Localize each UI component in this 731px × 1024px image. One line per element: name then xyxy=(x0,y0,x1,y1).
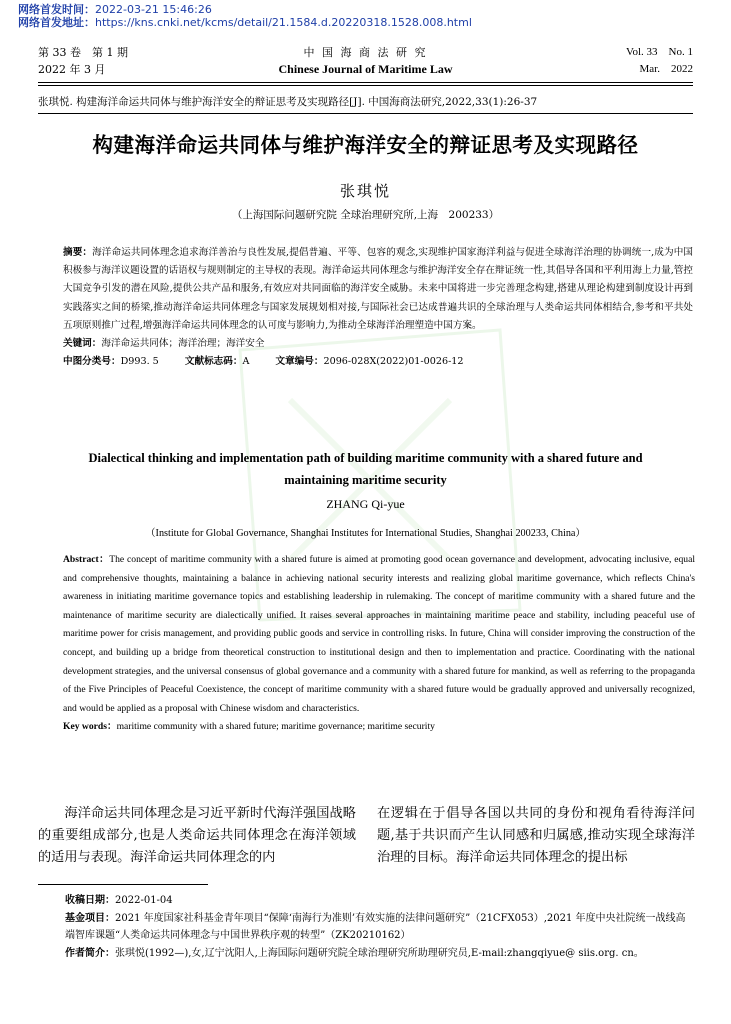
abstract-cn-body xyxy=(63,244,693,335)
abstract-cn xyxy=(63,244,693,371)
doc-code-value: A xyxy=(242,356,250,368)
fund-info xyxy=(65,910,695,945)
abstract-en xyxy=(63,551,695,737)
abstract-en-body xyxy=(63,551,695,718)
pub-time-label: 网络首发时间： xyxy=(18,3,95,16)
pub-url-link[interactable]: https://kns.cnki.net/kcms/detail/21.1584.d.20220318.1528.008.html xyxy=(95,16,472,29)
author-bio xyxy=(65,945,695,963)
fund-value: 2021 年度国家社科基金青年项目“保障‘南海行为准则’有效实施的法律问题研究”（21CFX053）,2021 年度中央社院统一战线高端智库课题“人类命运共同体理念与中国世界秩序观的转型”（ZK20210162） xyxy=(65,912,686,941)
journal-name-cn: 中 国 海 商 法 研 究 xyxy=(303,46,428,59)
online-pub-url xyxy=(18,16,472,29)
author-en: ZHANG Qi-yue xyxy=(326,497,405,511)
citation-rule xyxy=(38,113,693,114)
keywords-cn-text: 海洋命运共同体；海洋治理；海洋安全 xyxy=(101,338,265,350)
abstract-en-label: Abstract： xyxy=(63,554,110,565)
volume-issue-cn: 第 33 卷 第 1 期 xyxy=(38,46,128,59)
header-rule xyxy=(38,82,693,83)
keywords-en-text: maritime community with a shared future; maritime governance; maritime security xyxy=(116,721,435,733)
clc-value: D993. 5 xyxy=(120,356,159,368)
volume-en xyxy=(626,44,693,78)
abstract-cn-text: 海洋命运共同体理念追求海洋善治与良性发展,提倡普遍、平等、包容的观念,实现维护国家海洋利益与促进全球海洋治理的协调统一,成为中国积极参与海洋议题设置的话语权与规则制定的主导权的表现。海洋命运共同体理念与维护海洋安全存在辩证统一性,其倡导各国和平利用海上力量,管控大国竞争引发的潜在风险,提供公共产品和服务,有效应对共同面临的海洋安全威胁。未来中国将进一步完善理念构建,搭建从理论构建到制度设计再到实践落实之间的桥梁,推动海洋命运共同体理念与国家发展规划相对接,与国际社会已达成普遍共识的全球治理与人类命运共同体相结合,参考和平共处五项原则推广过程,增强海洋命运共同体理念的认可度与影响力,为推动全球海洋治理塑造中国方案。 xyxy=(63,247,693,331)
article-no-value: 2096-028X(2022)01-0026-12 xyxy=(323,356,464,368)
body-col-right: 在逻辑在于倡导各国以共同的身份和视角看待海洋问题,基于共识而产生认同感和归属感,推动实现全球海洋治理的目标。海洋命运共同体理念的提出标 xyxy=(377,806,695,865)
keywords-cn xyxy=(63,335,693,353)
footnote-rule xyxy=(38,884,208,885)
header-rule-thin xyxy=(38,85,693,86)
article-no-label: 文章编号： xyxy=(275,356,324,368)
clc-label: 中图分类号： xyxy=(63,356,121,368)
volume-issue-en: Vol. 33 No. 1 xyxy=(625,46,693,58)
citation: 张琪悦. 构建海洋命运共同体与维护海洋安全的辩证思考及实现路径[J]. 中国海商法研究,2022,33(1):26-37 xyxy=(38,96,538,108)
keywords-en-label: Key words： xyxy=(63,721,117,733)
received-value: 2022-01-04 xyxy=(115,895,173,906)
paper-title-en: Dialectical thinking and implementation path of building maritime community with a shared future and maintaining maritime security xyxy=(88,451,643,487)
journal-name xyxy=(0,44,731,78)
abstract-cn-label: 摘要： xyxy=(63,247,93,258)
affiliation-cn: （上海国际问题研究院 全球治理研究所,上海 200233） xyxy=(231,209,500,221)
author-bio-label: 作者简介： xyxy=(65,947,115,959)
body-col-left: 海洋命运共同体理念是习近平新时代海洋强国战略的重要组成部分,也是人类命运共同体理念在海洋领域的适用与表现。海洋命运共同体理念的内 xyxy=(38,806,356,865)
received-date xyxy=(65,892,695,910)
classification-line xyxy=(63,353,693,371)
author-bio-value: 张琪悦(1992—),女,辽宁沈阳人,上海国际问题研究院全球治理研究所助理研究员,E-mail:zhangqiyue@ siis.org. cn。 xyxy=(115,947,644,959)
pub-time-value: 2022-03-21 15:46:26 xyxy=(95,3,212,16)
fund-label: 基金项目： xyxy=(65,912,115,924)
received-label: 收稿日期： xyxy=(65,895,115,906)
doc-code-label: 文献标志码： xyxy=(184,356,243,368)
footnote xyxy=(65,892,695,962)
keywords-cn-label: 关键词： xyxy=(63,338,102,350)
affiliation-en: （Institute for Global Governance, Shanghai Institutes for International Studies, Shanghai 200233, China） xyxy=(145,528,586,539)
pub-url-label: 网络首发地址： xyxy=(18,16,95,29)
keywords-en xyxy=(63,718,695,737)
author-cn: 张琪悦 xyxy=(339,182,391,200)
date-en: Mar. 2022 xyxy=(639,63,693,75)
abstract-en-text: The concept of maritime community with a shared future is aimed at promoting good ocean governance and development, advocating inclusive, equal and comprehensive thoughts, maintaining a balance in achieving national security interests and realizing global maritime governance, which reflects China's awareness in initiating maritime governance topics and establishing leadership in rulemaking. The concept of maritime community with a shared future and the maintenance of maritime security are dialectically unified. It raises several approaches in maintaining maritime peace and stability, including peaceful use of maritime power for crisis management, and providing public goods and service in controlling risks. In future, China will consider improving the construction of the concept, and building up a bridge from theoretical construction to institutional design and then to implementation and practice. Coordinating with the national development strategies, and the universal consensus of global governance and a community with a shared future for mankind, as well as referring to the propaganda of the Five Principles of Peaceful Coexistence, the concept of maritime community with a shared future would be gradually approved and universally recognized, and would be applied as a proposal with Chinese wisdom and characteristics. xyxy=(63,554,696,714)
online-pub-time xyxy=(18,3,212,16)
journal-name-en: Chinese Journal of Maritime Law xyxy=(278,62,453,76)
date-cn: 2022 年 3 月 xyxy=(38,63,106,76)
paper-title-cn: 构建海洋命运共同体与维护海洋安全的辩证思考及实现路径 xyxy=(92,133,639,157)
